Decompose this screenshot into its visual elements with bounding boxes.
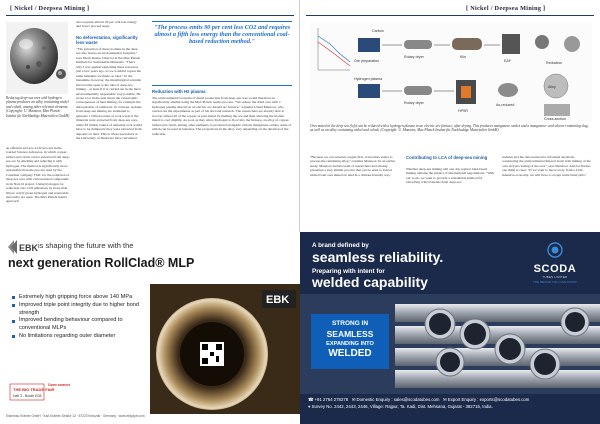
column-3-text: The environmental footprint of metal production from deep-sea ores would therefore be significantly smaller using the Max Planck team's process. "We reduce the dried ores with a hydrogen plasma directly in an electric arc-heated arc furnace," explains Ubaid Manzoor, who carried out the experiments as part of his doctoral research. The researchers are already able to recover almost all of the copper as pure metal by melting the ore and then allowing the molten metal to cool slightly. As soon as they allow hydrogen to flow into the furnace, an alloy of copper, nickel and cobalt, among other elements, is produced alongside various manganese oxides, some of which can be used in batteries. The proportions in the alloy vary depending on the duration of the reduction.	[152, 96, 292, 136]
label-hydrogen-plasma: Hydrogen plasma	[354, 77, 383, 81]
ebk-pipe-photo	[150, 284, 300, 414]
label-reduction: Reduction	[546, 61, 563, 65]
scoda-line-1: A brand defined by	[312, 242, 369, 249]
section-title: [ Nickel / Deepsea Mining ]	[466, 5, 546, 12]
label-as-reduced: As-reduced	[496, 103, 515, 107]
scoda-line-3: Preparing with intent for	[312, 268, 385, 275]
scoda-banner	[311, 314, 389, 369]
label-ore-prep: Ore preparation	[354, 59, 380, 63]
header-rule	[306, 15, 594, 16]
right-column-2-heading: Contributing to LCA of deep-sea mining	[406, 155, 488, 160]
location-icon: ⌖	[308, 404, 312, 409]
scoda-line-4: welded capability	[312, 274, 428, 290]
banner-line-1: STRONG IN	[331, 320, 369, 327]
mail-icon: ✉	[443, 397, 448, 402]
label-eaf: EAF	[504, 59, 511, 63]
ebk-headline: next generation RollClad® MLP	[8, 256, 195, 270]
banner-line-3: EXPANDING INTO	[326, 341, 374, 347]
pull-quote: "The process emits 90 per cent less CO2 and requires almost a fifth less energy than the conventional coal-based reduction method."	[153, 24, 291, 46]
trade-fair-logo	[10, 384, 55, 400]
phone-icon: ☎	[308, 397, 315, 402]
process-diagram	[310, 22, 592, 122]
banner-line-4: WELDED	[328, 348, 372, 359]
ebk-feature: No limitations regarding outer diameter	[12, 333, 152, 341]
right-column-1-text: "Because we can separate copper first, it becomes easier to process the remaining alloy," explains Manzoor. In an earlier study, Manzoor and his team of researchers had already presented a very similar process that can be used to extract nickel from ores mined on land in a climate-friendly way.	[310, 155, 396, 177]
diagram-caption: Ores mined in the deep sea (left) can be reduced with a hydrogen plasma in an electric arc furnace, after drying. This produces manganese oxides and a manganese- and silicon-containing slag, as well as an alloy containing nickel and cobalt. (Copyright: U. Manzoor, Max Planck Institut für Nachhaltige Materialien GmbH)	[310, 124, 589, 133]
section-title: [ Nickel / Deepsea Mining ]	[10, 5, 90, 12]
trade-fair-badge	[10, 384, 55, 402]
column-2-heading: No deforestation, significantly less waste	[76, 35, 138, 45]
label-rotary-dryer-2: Rotary dryer	[404, 101, 424, 105]
scoda-phone[interactable]: +91 2764 278278	[314, 397, 349, 402]
scoda-logo	[520, 242, 590, 284]
trade-fair-hall: Hall 3 - Booth E08	[13, 394, 42, 398]
scoda-domestic-enquiry[interactable]: Domestic Enquiry : sales@scodatubes.com	[356, 397, 440, 402]
right-column-3-text: nodules and the data needed for informed decisions, considering the environmental impacts from both mining of the ores and processing of the ores", says Manzoor. And for Raabe, one thing is clear: "If we want to move away from a CO2-intensive economy, we will have to accept some bitter pills."	[502, 155, 591, 177]
column-3-heading: Reduction with H2 plasma	[152, 89, 206, 94]
label-rotary-dryer: Rotary dryer	[404, 55, 424, 59]
ore-caption: Reducing deep-sea ores with hydrogen plasma produces an alloy containing nickel and cobalt, among other relevant elements. (Copyright: U. Manzoor, Max Planck Institut für Nachhaltige Materialien GmbH)	[6, 96, 70, 118]
ebk-feature: Improved triple point integrity due to higher bond strength	[12, 302, 152, 318]
column-1-text: an efficient and low-CO2 process in the journal Science Advances, in which copper, nickel and cobalt can be extracted from deep-sea ore by smelting and reducing it with hydrogen. The method is significantly more sustainable than the process used by the Canadian company TMC for the reduction of deep-sea ores with carbon-based compounds in its Nori-D project. Using hydrogen for reduction cuts CO2 emissions by more than 90 per cent if green hydrogen and renewable electricity are used. The Max Planck team's approach	[6, 146, 70, 204]
label-carbon: Carbon	[372, 29, 384, 33]
ebk-tagline: is shaping the future with the	[38, 241, 134, 250]
column-2-intro: also requires almost 20 per cent less energy and fewer process steps.	[76, 20, 137, 29]
ebk-feature: Extremely high gripping force above 140 MPa	[12, 294, 152, 302]
scoda-emblem-icon	[547, 242, 563, 258]
label-hpsr: HPSR	[458, 109, 468, 113]
ebk-advertisement[interactable]	[0, 232, 300, 424]
mail-icon: ✉	[351, 397, 357, 402]
scoda-brand-sub: TUBES LIMITED	[542, 275, 568, 279]
quote-rule-top	[152, 21, 292, 22]
header-rule	[6, 15, 294, 16]
scoda-brand: SCODA	[533, 263, 577, 275]
fair-partner: Come connect	[48, 383, 70, 387]
column-2-text: "The extraction of these nodules in the deep sea also leaves an environmental footprint," says Dierk Raabe, Director at the Max Planck Institute for Sustainable Materials. "That's why I was against exploiting these resources just a few years ago, as we wouldn't repeat the same mistakes we made on land." In the meantime, however, the metallurgical scientist has become open to the idea of deep-sea mining – at least if it is carried out in the most environmentally responsible way possible. He wrote a lot in the past about the catastrophic consequences of land mining, for example the deforestation of rainforest. In contrast, nodules from deep-sea mining are estimated to generate 1 billion tonnes of rock waste if the minerals were extracted from deep-sea ores, while 63 billion tonnes of unusable rock would have to be dumped if they were extracted from deposits on land. This is what researchers at the University of Delaware have calculated.	[76, 47, 143, 141]
ore-nodule-image	[6, 22, 68, 94]
trade-fair-name: THE BIG TRADE FAIR	[13, 387, 55, 392]
quote-rule-bottom	[152, 85, 292, 86]
ebk-logo-text: EBK	[19, 243, 39, 253]
label-cross-section: Cross-section	[544, 117, 566, 121]
scoda-advertisement[interactable]	[300, 232, 600, 424]
scoda-line-2: seamless reliability.	[312, 249, 444, 265]
scoda-export-enquiry[interactable]: Export Enquiry : exports@scodatubes.com	[447, 397, 530, 402]
ebk-feature: Improved bending behaviour compared to conventional MLPs	[12, 317, 152, 333]
label-alloy: Alloy	[548, 85, 556, 89]
ebk-feature-list	[12, 294, 152, 341]
right-column-2-text: Whether deep-sea mining will one day replace land-based mining remains the subject of international negotiations. "With our work, we want to provide a sustainable method for extracting critical metals from deep-sea	[406, 167, 495, 185]
scoda-contact	[308, 396, 592, 410]
scoda-slogan: THE BRAND YOU CAN TRUST	[533, 280, 577, 284]
label-kiln: Kiln	[460, 55, 466, 59]
ebk-footer: Eisenbau Krämer GmbH · Karl-Krämer-Straße 12 · 57223 Kreuztal · Germany · www.ebkpipe.com	[6, 414, 145, 418]
scoda-address: Survey No. 2442, 2443, 2446, Village: Rajpur, Ta. Kadi, Dist. Mehsana, Gujarat - 382715, India.	[311, 404, 493, 409]
ebk-photo-logo: EBK	[266, 294, 290, 306]
banner-line-2: SEAMLESS	[326, 329, 374, 339]
